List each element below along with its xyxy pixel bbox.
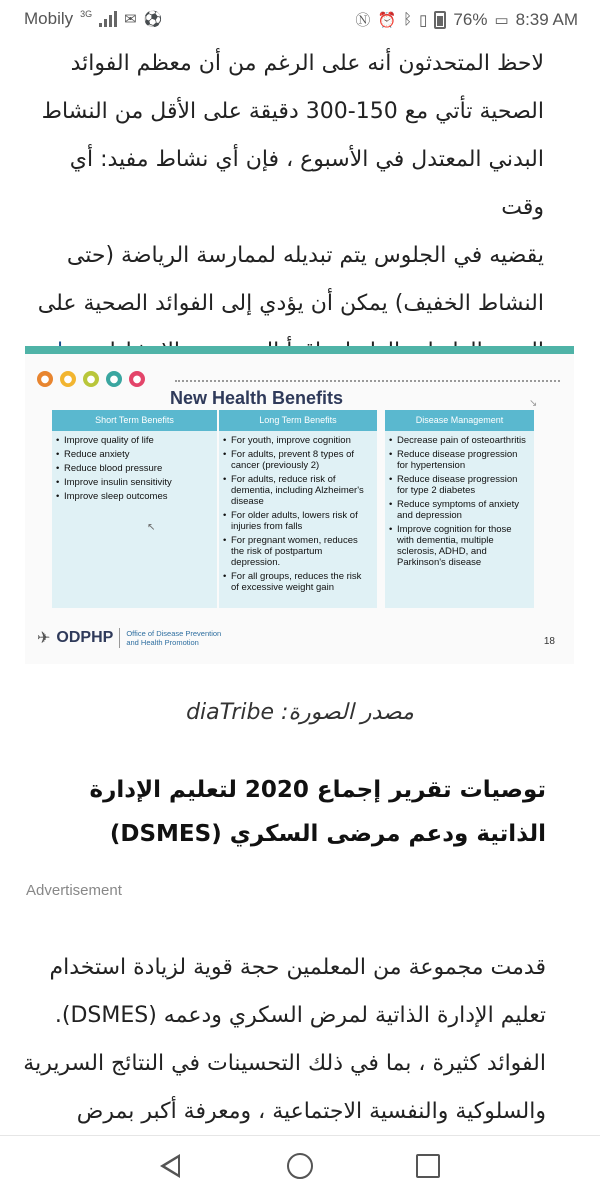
recent-apps-button-icon[interactable] (416, 1154, 440, 1178)
health-benefits-slide-image[interactable] (25, 346, 574, 664)
intro-line: الصحية تأتي مع 150-300 دقيقة على الأقل من النشاط (41, 99, 544, 124)
logo-separator (119, 628, 120, 648)
column-header: Disease Management (385, 410, 534, 431)
standing-person-icon: ● (106, 371, 122, 387)
disease-management-column (385, 410, 534, 608)
logo-office (126, 629, 221, 647)
body-paragraph (22, 944, 546, 1136)
intro-line: لاحظ المتحدثون أنه على الرغم من أن معظم الفوائد (70, 51, 544, 76)
slide-page-number: 18 (543, 636, 555, 647)
short-term-benefits-column (52, 410, 217, 608)
intro-line: يقضيه في الجلوس يتم تبديله لممارسة الرياضة (حتى (66, 243, 544, 268)
benefit-item: • Reduce blood pressure (64, 463, 211, 474)
back-button-icon[interactable] (160, 1154, 180, 1178)
benefit-item: • Decrease pain of osteoarthritis (397, 435, 528, 446)
body-line: تعليم الإدارة الذاتية لمرض السكري ودعمه (DSMES). (54, 1003, 546, 1028)
intro-line: النشاط الخفيف) يمكن أن يؤدي إلى الفوائد الصحية على (37, 291, 544, 316)
mouse-cursor-icon: ↖ (147, 522, 156, 533)
intro-paragraph (0, 40, 600, 376)
intro-line: البدني المعتدل في الأسبوع ، فإن أي نشاط مفيد: أي وقت (69, 147, 544, 220)
column-header: Short Term Benefits (52, 410, 217, 431)
benefit-item: • Improve sleep outcomes (64, 491, 211, 502)
app-icon: ⚽ (143, 11, 163, 28)
stretching-person-icon: ● (83, 371, 99, 387)
body-line: قدمت مجموعة من المعلمين حجة قوية لزيادة استخدام (49, 955, 546, 980)
wheelchair-person-icon: ● (129, 371, 145, 387)
home-button-icon[interactable] (287, 1153, 313, 1179)
alarm-icon: ⏰ (377, 11, 397, 29)
carrier-label: Mobily (24, 9, 74, 28)
navigation-bar (0, 1135, 600, 1201)
column-header: Long Term Benefits (219, 410, 377, 431)
clock: 8:39 AM (515, 9, 578, 29)
slide-top-bar (25, 346, 574, 354)
benefit-item: • Improve insulin sensitivity (64, 477, 211, 488)
article (0, 40, 600, 376)
signal-icon (99, 11, 117, 27)
benefit-item: • For youth, improve cognition (231, 435, 371, 446)
benefit-item: • For all groups, reduces the risk of excessive weight gain (231, 571, 371, 593)
body-line: والسلوكية والنفسية الاجتماعية ، ومعرفة أكبر بمرض (76, 1099, 546, 1124)
benefit-item: • For pregnant women, reduces the risk of postpartum depression. (231, 535, 371, 568)
odphp-logo (37, 628, 221, 648)
logo-office-line2: and Health Promotion (126, 638, 199, 647)
benefit-item: • Improve cognition for those with dementia, multiple sclerosis, ADHD, and Parkinson's disease (397, 524, 528, 568)
benefit-item: • For older adults, lowers risk of injuries from falls (231, 510, 371, 532)
charging-icon: ▭ (494, 11, 509, 29)
message-icon: ✉ (124, 11, 137, 28)
section-heading: توصيات تقرير إجماع 2020 لتعليم الإدارة الذاتية ودعم مرضى السكري (DSMES) (89, 777, 546, 847)
hhs-eagle-icon: ✈ (37, 630, 51, 647)
image-caption: مصدر الصورة: diaTribe (186, 700, 414, 725)
benefit-item: • Reduce symptoms of anxiety and depression (397, 499, 528, 521)
benefit-item: • For adults, reduce risk of dementia, including Alzheimer's disease (231, 474, 371, 507)
benefit-item: • Reduce anxiety (64, 449, 211, 460)
logo-name: ODPHP (56, 629, 114, 646)
nfc-icon: Ⓝ (355, 12, 371, 29)
benefit-item: • Reduce disease progression for hypertension (397, 449, 528, 471)
benefit-item: • Reduce disease progression for type 2 diabetes (397, 474, 528, 496)
status-bar (0, 0, 600, 40)
long-term-benefits-column (219, 410, 377, 608)
battery-icon (434, 11, 446, 29)
body-line: الفوائد كثيرة ، بما في ذلك التحسينات في النتائج السريرية (23, 1051, 546, 1076)
network-type: 3G (80, 9, 93, 19)
mouse-cursor-icon: ↘ (529, 398, 538, 409)
vibrate-icon: ▯ (419, 11, 428, 29)
activity-icons (37, 371, 145, 387)
benefit-item: • Improve quality of life (64, 435, 211, 446)
benefit-item: • For adults, prevent 8 types of cancer (previously 2) (231, 449, 371, 471)
walking-person-icon: ● (37, 371, 53, 387)
running-person-icon: ● (60, 371, 76, 387)
dotted-divider (175, 380, 560, 382)
bluetooth-icon: ᛒ (403, 11, 413, 28)
logo-office-line1: Office of Disease Prevention (126, 629, 222, 638)
slide-title: New Health Benefits (170, 388, 344, 408)
advertisement-label: Advertisement (26, 882, 122, 899)
battery-percent: 76% (453, 9, 488, 29)
